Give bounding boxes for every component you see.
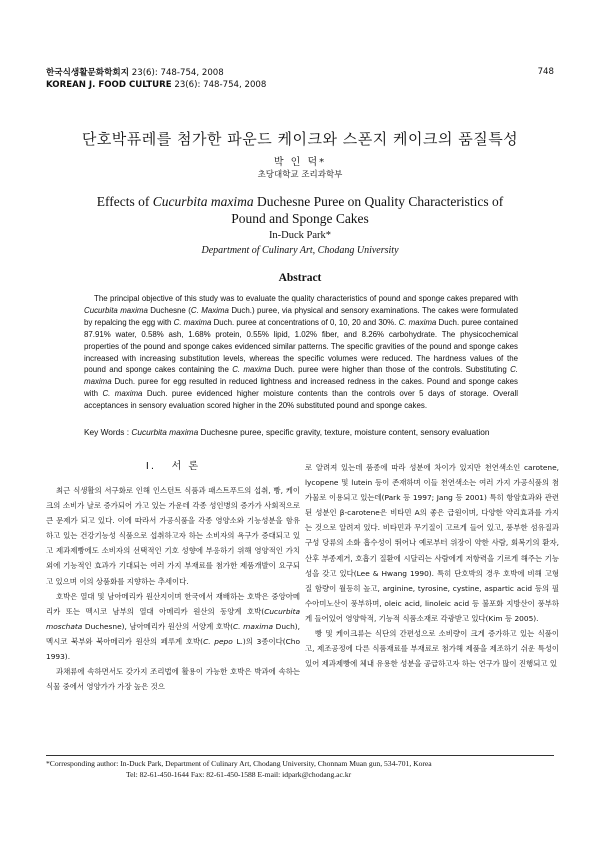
journal-en-name: KOREAN J. FOOD CULTURE [46, 80, 172, 90]
english-title-line1 [0, 193, 600, 210]
abstract-text: Duch. puree contained 87.91% water, 0.58% ash, 1.68% protein, 0.55% lipid, 1.02% fiber, and 8.26% carbohydrate. The physicochemical properties of the pound and sponge cakes evidenced similar patterns. The specific gravities of the pound and sponge cakes increased with increasing substitution levels, whereas the specific volumes were reduced. The hardness values of the pound and sponge cakes containing the [84, 317, 518, 375]
footnote [46, 758, 554, 780]
abstract-species: C. maxima [173, 317, 212, 327]
abstract-heading: Abstract [278, 272, 322, 284]
body-species: C. pepo [203, 636, 233, 646]
page-number: 748 [537, 67, 554, 77]
body-text: Duchesne), 남아메리카 원산의 서양계 호박( [82, 621, 234, 631]
abstract-species: C. maxima [102, 389, 143, 399]
keywords [84, 427, 524, 438]
korean-author: 박 인 덕* [273, 157, 327, 168]
keywords-species: Cucurbita maxima [131, 427, 199, 437]
body-species: Cucurbita moschata [46, 606, 300, 631]
footnote-author-line: *Corresponding author: In-Duck Park, Department of Culinary Art, Chodang University, Chonnam Muan gun, 534-701, Korea [46, 759, 432, 768]
abstract-text: Duch. puree evidenced higher moisture contents than the controls over 5 days of storage. Overall acceptances in sensory evaluation scored higher in the 20% substituted pound and sponge cakes. [84, 389, 518, 411]
body-text: Duch), 멕시코 북부와 북아메리카 원산의 페루계 호박( [46, 621, 300, 646]
right-column [305, 460, 559, 671]
footnote-contact-line: Tel: 82-61-450-1644 Fax: 82-61-450-1588 E-mail: idpark@chodang.ac.kr [126, 770, 352, 779]
journal-ko-line [46, 67, 266, 79]
english-affiliation: Department of Culinary Art, Chodang University [201, 245, 399, 256]
abstract-text: Duch.) puree, via physical and sensory examinations. The cakes were formulated by repalcing the egg with [84, 305, 518, 327]
journal-citation [46, 67, 266, 91]
abstract-text: Duch. puree for egg resulted in reduced lightness and increased redness in the cakes. Pound and sponge cakes with [84, 377, 518, 399]
section-number: I. [145, 461, 157, 472]
body-paragraph: 빵 및 케이크류는 식단의 간편성으로 소비량이 크게 증가하고 있는 식품이고, 제조공정에 다른 식품재료를 부재료로 첨가해 제품을 제조하기 쉬운 특성이 있어 제과제빵에 체내 유용한 성분을 공급하고자 하는 연구가 많이 진행되고 있 [305, 629, 559, 669]
abstract-species: C. maxima [398, 317, 437, 327]
body-species: C. maxima [233, 621, 274, 631]
title-text: Effects of [96, 194, 153, 209]
abstract-text: Duch. puree were higher than those of the controls. Substituting [270, 365, 511, 375]
journal-en-line [46, 79, 266, 91]
korean-affiliation: 초당대학교 조리과학부 [257, 170, 343, 180]
section-title: 서 론 [171, 461, 201, 472]
title-species: Cucurbita maxima [152, 194, 254, 209]
english-title [0, 193, 600, 227]
english-author: In-Duck Park* [268, 230, 332, 241]
abstract-species: Cucurbita maxima [84, 305, 148, 315]
english-title-line2: Pound and Sponge Cakes [231, 211, 369, 226]
abstract-body [84, 293, 518, 412]
keywords-list: Duchesne puree, specific gravity, texture, moisture content, sensory evaluation [198, 427, 490, 437]
title-text: Duchesne Puree on Quality Characteristics of [253, 194, 504, 209]
body-paragraph: 과채류에 속하면서도 갖가지 조리법에 활용이 가능한 호박은 박과에 속하는 식물 중에서 영양가가 가장 높은 것으 [46, 667, 300, 692]
body-paragraph: 최근 식생활의 서구화로 인해 인스턴트 식품과 패스트푸드의 섭취, 빵, 케이크의 소비가 날로 증가되어 가고 있는 가운데 각종 성인병의 증가가 사회적으로 큰 문제가 되고 있다. 이에 따라서 가공식품을 각종 영양소와 기능성분을 함유하고 있는 건강기능성 식품으로 섭취하고자 하는 소비자의 욕구가 증대되고 있고 제과제빵에도 소비자의 선택적인 기호 성향에 부응하기 위해 영양적인 가치 외에 기능적인 효과가 기대되는 여러 가지 부재료를 첨가한 제품개발이 요구되고 있으며 이의 상품화를 지향하는 추세이다. [46, 486, 300, 586]
keywords-label: Key Words : [84, 427, 132, 437]
journal-en-cite: 23(6): 748-754, 2008 [171, 80, 267, 90]
abstract-species: C. Maxima [190, 305, 229, 315]
journal-ko-cite: 23(6): 748-754, 2008 [129, 68, 224, 78]
abstract-text: Duch. puree at concentrations of 0, 10, 20 and 30%. [211, 317, 399, 327]
abstract-species: C. maxima [84, 365, 518, 387]
korean-title: 단호박퓨레를 첨가한 파운드 케이크와 스폰지 케이크의 품질특성 [81, 130, 519, 148]
body-paragraph [46, 589, 300, 664]
body-text: 호박은 열대 및 남아메리카 원산지이며 한국에서 재배하는 호박은 중앙아메리카 또는 멕시코 남부의 열대 아메리카 원산의 동양계 호박( [46, 591, 300, 616]
footnote-rule [46, 755, 554, 756]
body-text: L.)의 3종이다(Cho 1993). [46, 636, 301, 662]
left-column [46, 460, 300, 694]
section-heading [46, 460, 300, 474]
journal-ko-name: 한국식생활문화학회지 [46, 68, 130, 78]
abstract-text: Duchesne ( [147, 305, 191, 315]
abstract-species: C. maxima [232, 365, 271, 375]
body-paragraph: 로 알려져 있는데 품종에 따라 성분에 차이가 있지만 천연색소인 carotene, lycopene 및 lutein 등이 존재하며 이들 천연색소는 여러 가지 가공식품의 첨가물로 이용되고 있는데(Park 등 1997; Jang 등 2001) 특히 항암효과와 관련된 성분인 β-carotene은 비타민 A의 좋은 급원이며, 다양한 약리효과를 가지는 것으로 알려져 있다. 비타민과 무기질이 고르게 들어 있고, 풍부한 섬유질과 구성 당류의 소화 흡수성이 뛰어나 예로부터 위장이 약한 사람, 회복기의 환자, 산후 부종제거, 호흡기 질환에 시달리는 사람에게 저항력을 기르게 해주는 기능성을 갖고 있다(Lee & Hwang 1990). 특히 단호박의 경우 호박에 비해 고형질 함량이 월등히 높고, arginine, tyrosine, cystine, aspartic acid 등의 필수아미노산이 풍부하며, oleic acid, linoleic acid 등 불포화 지방산이 풍부하게 들어있어 영양학적, 기능적 식품소재로 각광받고 있다(Kim 등 2005). [305, 463, 559, 623]
abstract-text: The principal objective of this study was to evaluate the quality characteristics of pound and sponge cakes prepared with [94, 294, 518, 303]
